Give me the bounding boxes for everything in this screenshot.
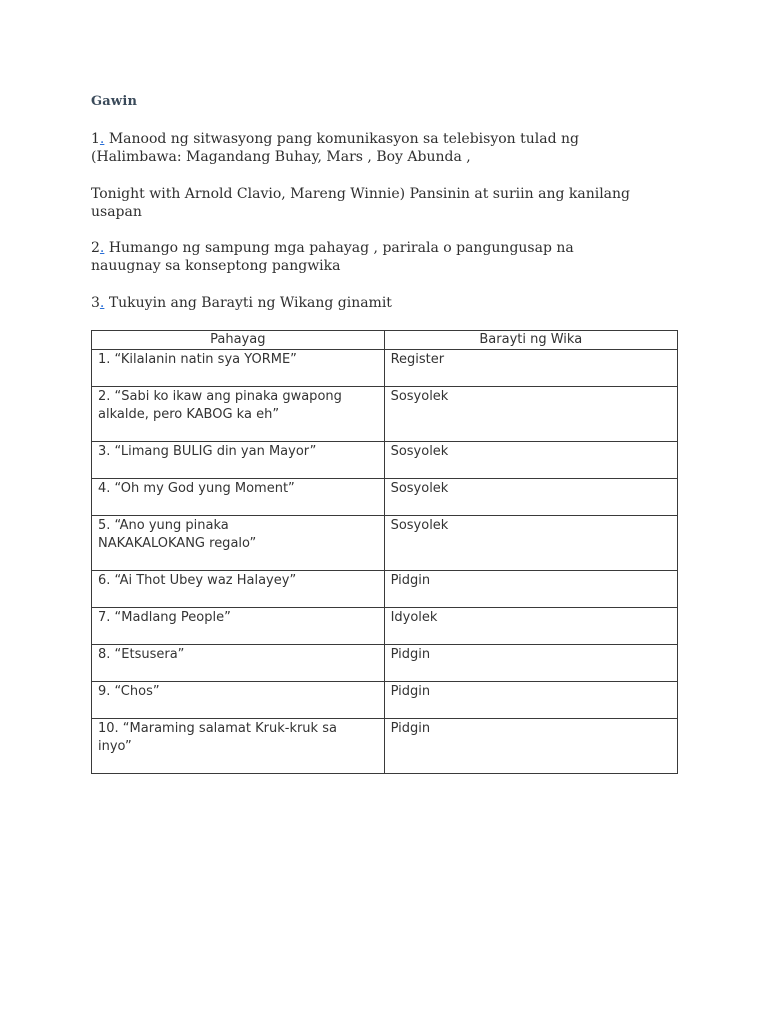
cell-pahayag	[92, 645, 385, 682]
cell-pahayag-text: 1. “Kilalanin natin sya YORME”	[98, 352, 297, 367]
cell-pahayag	[92, 682, 385, 719]
cell-pahayag-text: 9. “Chos”	[98, 684, 160, 699]
table-row	[92, 479, 678, 516]
cell-barayti	[384, 479, 677, 516]
cell-pahayag	[92, 479, 385, 516]
instruction-number: 3	[91, 295, 100, 311]
cell-pahayag-text: 7. “Madlang People”	[98, 610, 231, 625]
instruction-number-mark: .	[99, 131, 105, 147]
page-heading: Gawin	[91, 94, 138, 109]
instruction-1	[91, 130, 691, 166]
table-row	[92, 645, 678, 682]
table-row	[92, 516, 678, 571]
barayti-table	[91, 330, 678, 774]
table-row	[92, 608, 678, 645]
cell-barayti	[384, 608, 677, 645]
instruction-text: Humango ng sampung mga pahayag , parirala o pangungusap na nauugnay sa konseptong pangwika	[91, 240, 574, 274]
cell-pahayag	[92, 516, 385, 571]
instruction-text: Tonight with Arnold Clavio, Mareng Winnie) Pansinin at suriin ang kanilang usapan	[91, 186, 631, 220]
cell-pahayag-text: 3. “Limang BULIG din yan Mayor”	[98, 444, 317, 459]
table-row	[92, 682, 678, 719]
cell-pahayag-text: 10. “Maraming salamat Kruk-kruk sa inyo”	[98, 721, 337, 754]
cell-pahayag	[92, 608, 385, 645]
instruction-number: 1	[91, 131, 100, 147]
cell-barayti	[384, 442, 677, 479]
cell-pahayag-text: 2. “Sabi ko ikaw ang pinaka gwapong alkalde, pero KABOG ka eh”	[98, 389, 342, 422]
cell-barayti	[384, 387, 677, 442]
cell-pahayag-text: 6. “Ai Thot Ubey waz Halayey”	[98, 573, 297, 588]
cell-barayti-text: Sosyolek	[390, 481, 449, 496]
cell-barayti	[384, 350, 677, 387]
cell-barayti-text: Pidgin	[390, 684, 431, 699]
table-row	[92, 571, 678, 608]
cell-barayti-text: Idyolek	[390, 610, 438, 625]
instruction-2	[91, 239, 691, 275]
instruction-text: Manood ng sitwasyong pang komunikasyon sa telebisyon tulad ng (Halimbawa: Magandang Buhay, Mars , Boy Abunda ,	[91, 131, 579, 165]
cell-barayti	[384, 516, 677, 571]
cell-barayti-text: Sosyolek	[390, 518, 449, 533]
cell-pahayag	[92, 571, 385, 608]
cell-pahayag	[92, 719, 385, 774]
table-header-row	[92, 331, 678, 350]
cell-pahayag-text: 5. “Ano yung pinaka NAKAKALOKANG regalo”	[98, 518, 257, 551]
column-header-pahayag: Pahayag	[92, 331, 385, 350]
cell-barayti	[384, 645, 677, 682]
table-row	[92, 387, 678, 442]
cell-barayti	[384, 719, 677, 774]
cell-pahayag-text: 8. “Etsusera”	[98, 647, 185, 662]
cell-pahayag	[92, 442, 385, 479]
cell-pahayag-text: 4. “Oh my God yung Moment”	[98, 481, 295, 496]
cell-barayti	[384, 682, 677, 719]
cell-barayti-text: Register	[390, 352, 445, 367]
cell-barayti-text: Pidgin	[390, 721, 431, 736]
cell-barayti-text: Pidgin	[390, 647, 431, 662]
table-row	[92, 719, 678, 774]
instruction-number-mark: .	[99, 240, 105, 256]
column-header-barayti: Barayti ng Wika	[384, 331, 677, 350]
cell-pahayag	[92, 350, 385, 387]
cell-barayti-text: Sosyolek	[390, 444, 449, 459]
cell-pahayag	[92, 387, 385, 442]
cell-barayti-text: Sosyolek	[390, 389, 449, 404]
instruction-number-mark: .	[99, 295, 105, 311]
instruction-3	[91, 294, 691, 312]
instruction-text: Tukuyin ang Barayti ng Wikang ginamit	[104, 295, 392, 311]
table-row	[92, 350, 678, 387]
instruction-number: 2	[91, 240, 100, 256]
cell-barayti	[384, 571, 677, 608]
instruction-1-continued	[91, 185, 691, 221]
cell-barayti-text: Pidgin	[390, 573, 431, 588]
table-row	[92, 442, 678, 479]
